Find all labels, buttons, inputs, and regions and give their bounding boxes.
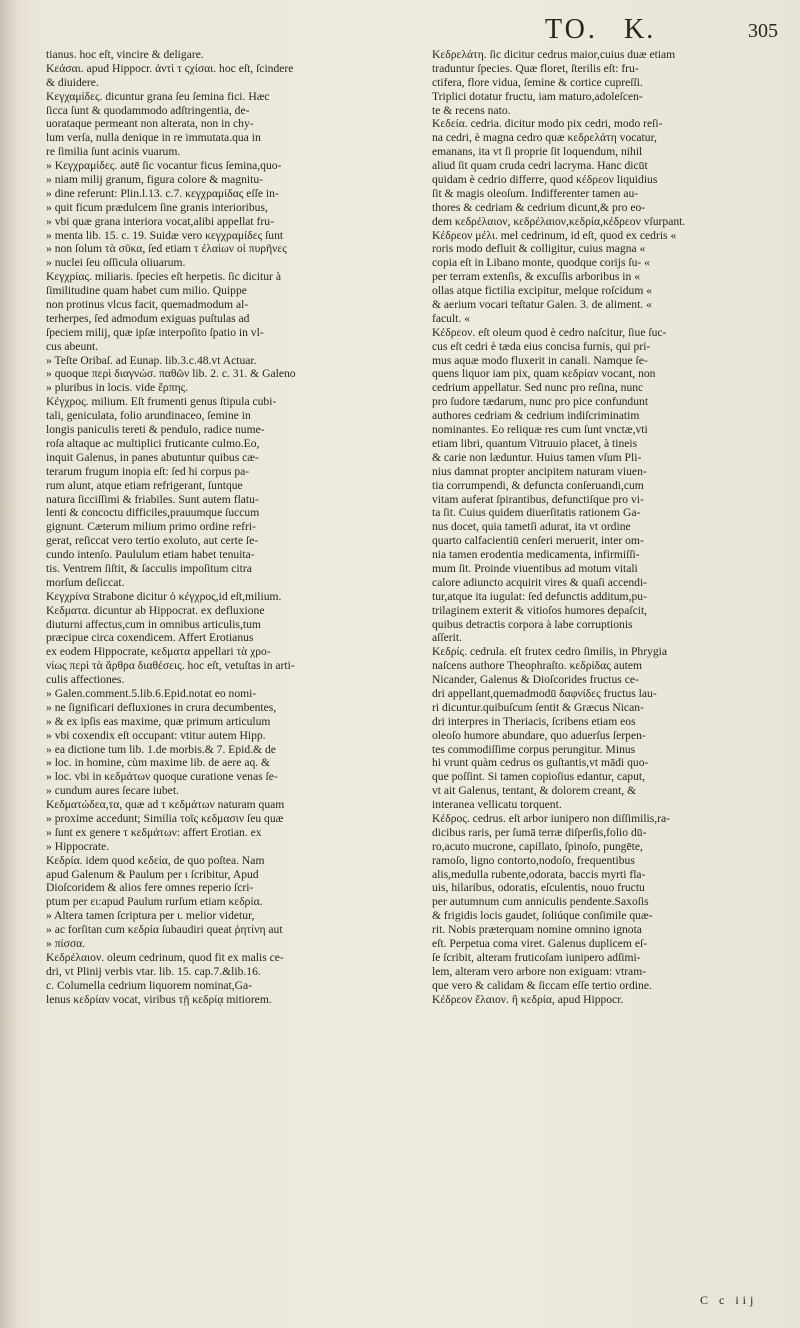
text-line: nius damnat propter ancipitem naturam viuen-	[432, 464, 647, 478]
text-line: cedrium appellatur. Sed nunc pro reſina, nunc	[432, 381, 644, 395]
text-line: » Κεγχραμίδες. autē ſic vocantur ficus ſemina,quo-	[46, 159, 282, 173]
text-line: aliud ſit quam cruda cedri lacryma. Hanc dicūt	[432, 159, 648, 173]
text-line: tali, geniculata, folio arundinaceo, ſemine in	[46, 409, 251, 423]
text-line: ex eodem Hippocrate, κεδματα appellari τὰ χρο-	[46, 645, 271, 659]
text-line: tia corrumpendi, & defuncta conſeruandi,cum	[432, 478, 644, 492]
text-line: » loc. in homine, cùm maxime lib. de aere aq. &	[46, 756, 271, 770]
text-line: dicibus raris, per ſumā terræ diſperſis,folio dū-	[432, 825, 647, 839]
text-line: gerat, reſiccat vero tertio exoluto, aut certe ſe-	[46, 534, 259, 548]
text-line: per terram extenſis, & excuſſis arboribus in «	[432, 270, 640, 284]
text-line: » Teſte Oribaſ. ad Eunap. lib.3.c.48.vt Actuar.	[46, 353, 257, 367]
text-line: quarto calfacientiū cenſeri meruerit, inter om-	[432, 534, 644, 548]
text-line: traduntur ſpecies. Quæ floret, ſterilis eſt: fru-	[432, 61, 639, 75]
text-line: terherpes, ſed admodum exiguas puſtulas ad	[46, 311, 250, 325]
text-line: & carie non læduntur. Huius tamen vſum Pli-	[432, 450, 642, 464]
text-line: Κεδρίς. cedrula. eſt frutex cedro ſimilis, in Phrygia	[432, 645, 668, 659]
text-line: tes commodiſſime corpus perungitur. Minus	[432, 742, 636, 756]
running-head-right: K.	[624, 14, 656, 45]
text-line: per autumnum cum anniculis pendente.Saxoſis	[432, 895, 649, 909]
text-line: » ac forſitan cum κεδρία ſubaudiri queat ῥητίνη aut	[46, 923, 283, 937]
text-line: authores cedriam & cedrium indiſcriminatim	[432, 409, 640, 423]
text-line: ſimilitudine quam habet cum milio. Quippe	[46, 284, 247, 298]
text-line: Κεδεία. cedria. dicitur modo pix cedri, modo reſi-	[432, 117, 663, 131]
text-line: non protinus vlcus facit, quemadmodum al-	[46, 298, 249, 312]
text-line: tur,atque ita iugulat: ſed defunctis additum,pu-	[432, 589, 647, 603]
text-line: mus aquæ modo fluxerit in canali. Namque ſe-	[432, 353, 648, 367]
text-line: » loc. vbi in κεδμάτων quoque curatione venas ſe-	[46, 770, 278, 784]
text-line: te & recens nato.	[432, 103, 511, 117]
text-line: ro,acuto mucrone, capillato, ſpinoſo, pungēte,	[432, 839, 643, 853]
text-line: nominantes. Eo reliquæ res cum ſunt vnctæ,vti	[432, 423, 648, 437]
text-line: thores & cedriam & cedrium dicunt,& pro eo-	[432, 200, 646, 214]
text-line: nia tamen erodentia medicamenta, infirmiſſi-	[432, 548, 640, 562]
text-line: » πίσσα.	[46, 937, 86, 950]
text-line: » niam milij granum, figura colore & magnitu-	[46, 173, 264, 187]
text-line: oleoſo humore abundare, quo aduerſus ſerpen-	[432, 728, 646, 742]
text-line: roris modo defluit & colligitur, cuius magna «	[432, 242, 646, 256]
text-line: nus docet, quia tametſi adurat, ita vt ordine	[432, 520, 631, 534]
text-line: Κεγχρίνα Strabone dicitur ὁ κέγχρος,id eſt,milium.	[46, 589, 282, 603]
text-line: morſum deſiccat.	[46, 575, 125, 589]
text-line: rum alunt, atque etiam refrigerant, ſuntque	[46, 478, 243, 492]
text-line: apud Galenum & Paulum per ι ſcribitur, Apud	[46, 867, 259, 881]
text-line: tis. Ventrem ſiſtit, & ſacculis impoſitum citra	[46, 561, 252, 575]
left-column	[46, 48, 398, 1006]
text-line: Κεδματα. dicuntur ab Hippocrat. ex defluxione	[46, 603, 265, 617]
text-line: facult. «	[432, 311, 470, 325]
text-line: etiam libri, quantum Vitruuio placet, à tineis	[432, 436, 638, 450]
text-line: uis, hilaribus, odoratis, eſculentis, nouo fructu	[432, 881, 645, 895]
text-line: inquit Galenus, in panes abutuntur quibus cæ-	[46, 450, 259, 464]
text-line: lenus κεδρίαν vocat, viribus τῇ κεδρίᾳ mitiorem.	[46, 992, 272, 1006]
text-line: vitam auferat ſpirantibus, defunctiſque pro vi-	[432, 492, 644, 506]
text-line: ctifera, flore vidua, ſemine & cortice cupreſſi.	[432, 75, 643, 89]
text-line: & diuidere.	[46, 75, 99, 89]
text-line: ta ſit. Cuius quidem diuerſitatis rationem Ga-	[432, 506, 641, 520]
text-line: mum ſit. Proinde viuentibus ad motum vitali	[432, 561, 638, 575]
text-line: aſſerit.	[432, 631, 462, 645]
text-line: ſe ſcribit, alteram fruticoſam iunipero adſimi-	[432, 950, 641, 964]
text-line: ſit & magis oleoſum. Indifferenter tamen au-	[432, 186, 639, 200]
text-line: » nuclei ſeu oſſicula oliuarum.	[46, 256, 186, 270]
text-line: Κέδρεον. eſt oleum quod è cedro naſcitur, ſiue ſuc-	[432, 325, 667, 339]
text-line: » Altera tamen ſcriptura per ι. melior videtur,	[46, 909, 255, 923]
text-line: cus eſt cedri è tæda eius concisa furnis, qui pri-	[432, 339, 651, 353]
text-line: eſt. Perpetua coma viret. Galenus duplicem eſ-	[432, 937, 648, 950]
text-line: hi vrunt quàm cedrus os guſtantis,vt mādi quo-	[432, 756, 649, 770]
text-line: interanea vellicatu torquent.	[432, 798, 562, 812]
text-line: lenti & concoctu difficiles,prauumque ſuccum	[46, 506, 260, 520]
text-line: pro ſudore tædarum, nunc pro pice confundunt	[432, 395, 649, 409]
text-line: Triplici dotatur fructu, iam maturo,adoleſcen-	[432, 89, 643, 103]
text-line: » quoque περὶ διαγνώσ. παθῶν lib. 2. c. 31. & Galeno	[46, 367, 296, 381]
text-line: » non ſolum τὰ σῦκα, ſed etiam τ ἐλαίων οἱ πυρῆνες	[46, 242, 287, 256]
text-line: gignunt. Cæterum milium primo ordine refri-	[46, 520, 256, 534]
text-line: dem κεδρέλαιον, κεδρέλαιον,κεδρία,κέδρεον vſurpant.	[432, 214, 686, 228]
text-line: Dioſcoridem & alios fere omnes reperio ſcri-	[46, 881, 254, 895]
text-line: & aerium vocari teſtatur Galen. 3. de aliment. «	[432, 298, 652, 312]
text-line: » Hippocrate.	[46, 839, 110, 853]
page-number: 305	[748, 20, 778, 42]
text-line: » vbi coxendix eſt occupant: vtitur autem Hipp.	[46, 728, 266, 742]
text-line: cus abeunt.	[46, 339, 99, 353]
text-line: longis paniculis tereti & pendulo, radice nume-	[46, 423, 265, 437]
binding-gutter	[0, 0, 18, 1328]
text-line: Κεδρία. idem quod κεδεία, de quo poſtea. Nam	[46, 853, 265, 867]
text-line: » & ex ipſis eas maxime, quæ primum articulum	[46, 714, 271, 728]
text-line: quidam è cedrio differre, quod κέδρεον liquidius	[432, 173, 658, 187]
text-line: » vbi quæ grana interiora vocat,alibi appellat fru-	[46, 214, 274, 228]
text-line: ptum per ει:apud Paulum rurſum etiam κεδρία.	[46, 895, 263, 909]
text-line: quens liquor iam pix, quam κεδρίαν vocant, non	[432, 367, 656, 381]
text-line: » dine referunt: Plin.l.13. c.7. κεγχραμίδας eſſe in-	[46, 186, 279, 200]
text-line: rit. Nobis præterquam nomine omnino ignota	[432, 923, 642, 937]
page-header	[0, 14, 800, 48]
text-line: trilaginem exterit & vitioſos humores depaſcit,	[432, 603, 648, 617]
text-line: c. Columella cedrium liquorem nominat,Ga-	[46, 978, 253, 992]
text-line: natura ſicciſſimi & friabiles. Sunt autem flatu-	[46, 492, 259, 506]
text-line: ſpeciem milij, quæ ipſæ interpoſito ſpatio in vl-	[46, 325, 264, 339]
text-line: » Galen.comment.5.lib.6.Epid.notat eo nomi-	[46, 686, 257, 700]
text-line: » cundum aures ſecare iubet.	[46, 784, 179, 798]
text-line: tianus. hoc eſt, vincire & deligare.	[46, 48, 204, 61]
text-line: roſa altaque ac multiplici fruticante culmo.Eo,	[46, 436, 260, 450]
signature-mark: C c iij	[700, 1293, 758, 1307]
text-line: calore adiuncto acquirit vires & quaſi accendi-	[432, 575, 648, 589]
text-line: terarum frugum inopia eſt: ſed hi corpus pa-	[46, 464, 250, 478]
text-line: dri, vt Plinij verbis vtar. lib. 15. cap.7.&lib.16.	[46, 964, 261, 978]
text-line: præcipue circa coxendicem. Affert Erotianus	[46, 631, 254, 645]
text-line: diuturni affectus,cum in omnibus articulis,tum	[46, 617, 261, 631]
right-column	[432, 48, 784, 1006]
text-line: » quit ficum prædulcem ſine granis interioribus,	[46, 200, 268, 214]
text-line: naſcens authore Theophraſto. κεδρίδας autem	[432, 659, 643, 673]
text-line: quibus detractis corpora à labe corruptionis	[432, 617, 633, 631]
text-line: dri interpres in Theriacis, ſcribens etiam eos	[432, 714, 636, 728]
text-line: na cedri, è magna cedro quæ κεδρελάτη vocatur,	[432, 131, 657, 145]
text-line: » ne ſignificari defluxiones in crura decumbentes,	[46, 700, 277, 714]
text-line: Nicander, Galenus & Dioſcorides fructus ce-	[432, 673, 639, 687]
text-line: » pluribus in locis. vide ἕρπης.	[46, 381, 189, 395]
text-line: Κεδρέλαιον. oleum cedrinum, quod fit ex malis ce-	[46, 950, 284, 964]
text-line: » menta lib. 15. c. 19. Suidæ vero κεγχραμίδες ſunt	[46, 228, 284, 242]
text-line: uorataque permeant non alterata, non in chy-	[46, 117, 254, 131]
text-line: » ea dictione tum lib. 1.de morbis.& 7. Epid.& de	[46, 742, 276, 756]
text-line: & frigidis locis gaudet, ſoliúque conſimile quæ-	[432, 909, 653, 923]
text-line: ri dicuntur.quibuſcum ſentit & Græcus Nican-	[432, 700, 644, 714]
text-line: » proxime accedunt; Similia τοῖς κεδμασιν ſeu quæ	[46, 811, 284, 825]
text-line: culis affectiones.	[46, 673, 125, 687]
text-line: que vero & calidam & ſiccam eſſe tertio ordine.	[432, 978, 652, 992]
text-line: vt ait Galenus, tentant, & dolorem creant, &	[432, 784, 637, 798]
text-line: lum verſa, nulla denique in re immutata.qua in	[46, 131, 261, 145]
text-line: re ſimilia ſunt acinis vuarum.	[46, 145, 181, 159]
text-line: ramoſo, ligno contorto,nodoſo, frequentibus	[432, 853, 635, 867]
text-line: ollas atque fictilia excipitur, melque roſcidum «	[432, 284, 653, 298]
text-line: Κεγχρίας. miliaris. ſpecies eſt herpetis. ſic dicitur à	[46, 270, 281, 284]
text-line: Κέδρος. cedrus. eſt arbor iunipero non diſſimilis,ra-	[432, 811, 671, 825]
text-line: cundo intenſo. Paululum etiam habet tenuita-	[46, 548, 255, 562]
text-line: Κεγχαμίδες. dicuntur grana ſeu ſemina fici. Hæc	[46, 89, 270, 103]
text-line: » ſunt ex genere τ κεδμάτων: affert Erotian. ex	[46, 825, 262, 839]
text-line: dri appellant,quemadmodū δαφνίδες fructus lau-	[432, 686, 657, 700]
text-line: Κεδματώδεα,τα, quæ ad τ κεδμάτων naturam quam	[46, 798, 285, 812]
text-line: emanans, ita vt ſi proprie ſit loquendum, nihil	[432, 145, 643, 159]
running-head-left: TO.	[545, 14, 598, 45]
text-line: copia eſt in Libano monte, quodque corijs ſu- «	[432, 256, 650, 270]
text-line: νίως περὶ τὰ ἄρθρα διαθέσεις. hoc eſt, vetuſtas in arti-	[46, 659, 295, 673]
text-line: Κέγχρος. milium. Eſt frumenti genus ſtipula cubi-	[46, 395, 277, 409]
text-line: lem, alteram vero arbore non exiguam: vtram-	[432, 964, 647, 978]
text-line: alis,medulla rubente,odorata, baccis myrti fla-	[432, 867, 646, 881]
text-line: Κεδρελάτη. ſic dicitur cedrus maior,cuius duæ etiam	[432, 48, 676, 61]
text-line: Κεάσαι. apud Hippocr. ἀντὶ τ ϛχίσαι. hoc eſt, ſcindere	[46, 61, 294, 75]
text-line: Κέδρεον ἔλαιον. ἢ κεδρία, apud Hippocr.	[432, 992, 624, 1006]
text-line: ſicca ſunt & quodammodo adſtringentia, de-	[46, 103, 250, 117]
text-line: que poſſint. Si tamen copioſius edantur, caput,	[432, 770, 646, 784]
text-line: Κέδρεον μέλι. mel cedrinum, id eſt, quod ex cedris «	[432, 228, 677, 242]
